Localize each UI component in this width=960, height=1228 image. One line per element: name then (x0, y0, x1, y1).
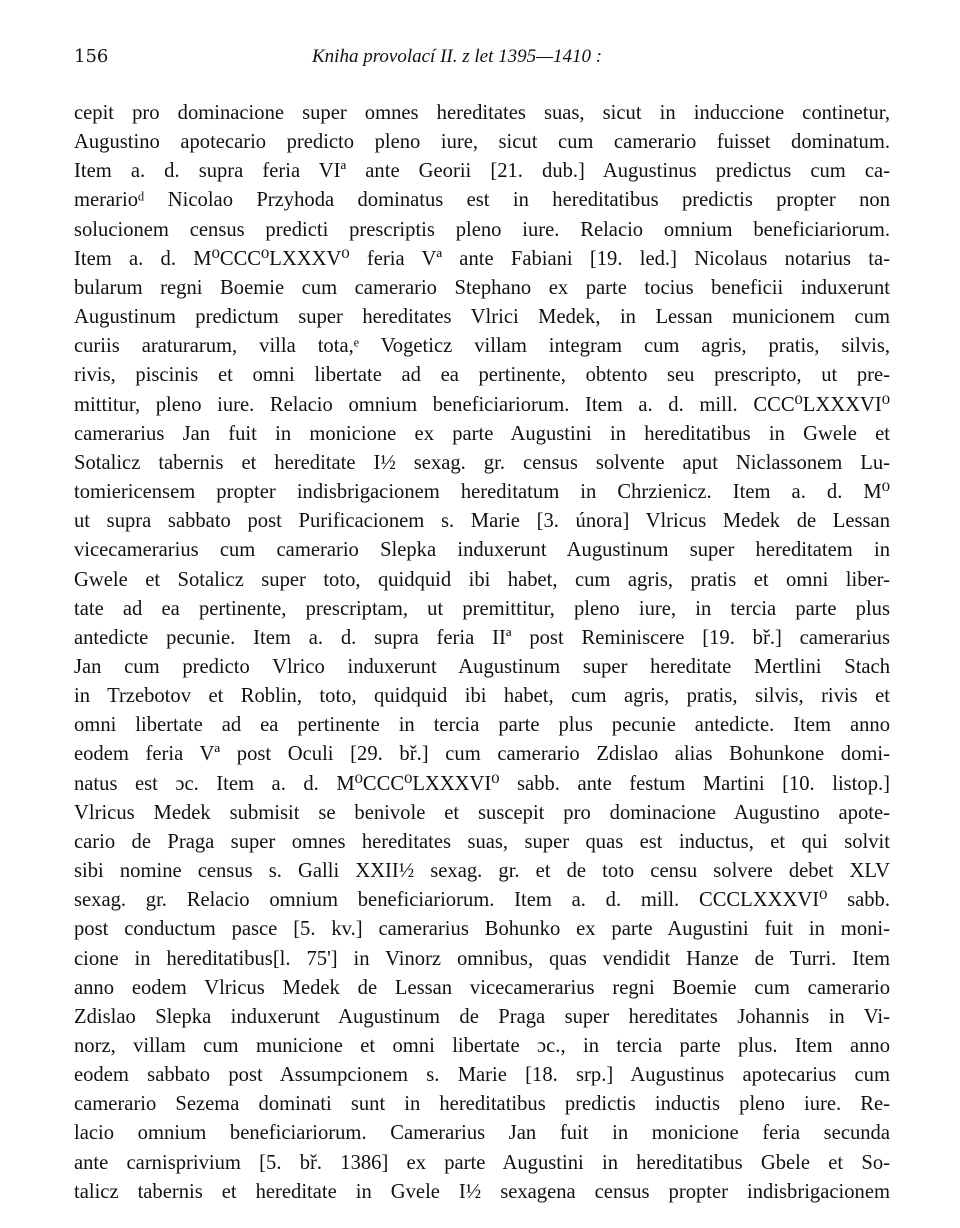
text-line: ut supra sabbato post Purificacionem s. Marie [3. února] Vlricus Medek de Lessan (74, 510, 890, 533)
text-line: sexag. gr. Relacio omnium beneficiariorum. Item a. d. mill. CCCLXXXVI⁰ sabb. (74, 889, 890, 912)
text-line: natus est ɔc. Item a. d. M⁰CCC⁰LXXXVI⁰ sabb. ante festum Martini [10. listop.] (74, 772, 890, 795)
text-line: Zdislao Slepka induxerunt Augustinum de Praga super hereditates Johannis in Vi- (74, 1005, 890, 1028)
text-line: tate ad ea pertinente, prescriptam, ut premittitur, pleno iure, in tercia parte plus (74, 597, 890, 620)
text-line: eodem sabbato post Assumpcionem s. Marie [18. srp.] Augustinus apotecarius cum (74, 1064, 890, 1087)
text-line: Vlricus Medek submisit se benivole et suscepit pro dominacione Augustino apote- (74, 801, 890, 824)
text-line: Jan cum predicto Vlrico induxerunt Augustinum super hereditate Mertlini Stach (74, 655, 890, 678)
text-line: solucionem census predicti prescriptis pleno iure. Relacio omnium beneficiariorum. (74, 218, 890, 241)
text-line: talicz tabernis et hereditate in Gvele I½ sexagena census propter indisbrigacionem (74, 1180, 890, 1203)
text-line: eodem feria Vª post Oculi [29. bř.] cum camerario Zdislao alias Bohunkone domi- (74, 743, 890, 766)
text-line: Augustino apotecario predicto pleno iure, sicut cum camerario fuisset dominatum. (74, 131, 890, 154)
text-line: Augustinum predictum super hereditates Vlrici Medek, in Lessan municionem cum (74, 306, 890, 329)
text-line: merarioᵈ Nicolao Przyhoda dominatus est in hereditatibus predictis propter non (74, 189, 890, 212)
text-line: bularum regni Boemie cum camerario Stephano ex parte tocius beneficii induxerunt (74, 276, 890, 299)
text-line: cepit pro dominacione super omnes hereditates suas, sicut in induccione continetur, (74, 102, 890, 124)
text-line: in Trzebotov et Roblin, toto, quidquid ibi habet, cum agris, pratis, silvis, rivis et (74, 685, 890, 708)
text-line: curiis araturarum, villa tota,ᵉ Vogeticz villam integram cum agris, pratis, silvis, (74, 335, 890, 358)
text-line: Item a. d. supra feria VIª ante Georii [21. dub.] Augustinus predictus cum ca- (74, 160, 890, 183)
text-line: camerarius Jan fuit in monicione ex parte Augustini in hereditatibus in Gwele et (74, 422, 890, 445)
text-line: norz, villam cum municione et omni libertate ɔc., in tercia parte plus. Item anno (74, 1035, 890, 1057)
page-header (74, 42, 890, 76)
text-line: camerario Sezema dominati sunt in hereditatibus predictis inductis pleno iure. Re- (74, 1093, 890, 1116)
document-page (74, 42, 890, 1207)
text-line: omni libertate ad ea pertinente in tercia parte plus pecunie antedicte. Item anno (74, 714, 890, 737)
text-line: Item a. d. M⁰CCC⁰LXXXV⁰ feria Vª ante Fabiani [19. led.] Nicolaus notarius ta- (74, 247, 890, 270)
page-number: 156 (74, 46, 109, 67)
text-line: anno eodem Vlricus Medek de Lessan vicecamerarius regni Boemie cum camerario (74, 976, 890, 999)
text-line: sibi nomine census s. Galli XXII½ sexag. gr. et de toto censu solvere debet XLV (74, 860, 890, 883)
text-line: cione in hereditatibus[l. 75'] in Vinorz omnibus, quas vendidit Hanze de Turri. Item (74, 947, 890, 970)
text-line: vicecamerarius cum camerario Slepka induxerunt Augustinum super hereditatem in (74, 539, 890, 562)
text-line: cario de Praga super omnes hereditates suas, super quas est inductus, et qui solvit (74, 830, 890, 853)
text-line: lacio omnium beneficiariorum. Camerarius Jan fuit in monicione feria secunda (74, 1122, 890, 1145)
text-line: Gwele et Sotalicz super toto, quidquid ibi habet, cum agris, pratis et omni liber- (74, 568, 890, 591)
text-line: rivis, piscinis et omni libertate ad ea pertinente, obtento seu prescripto, ut pre- (74, 364, 890, 387)
text-line: Sotalicz tabernis et hereditate I½ sexag. gr. census solvente aput Niclassonem Lu- (74, 451, 890, 474)
text-line: ante carnisprivium [5. bř. 1386] ex parte Augustini in hereditatibus Gbele et So- (74, 1151, 890, 1174)
text-line: mittitur, pleno iure. Relacio omnium beneficiariorum. Item a. d. mill. CCC⁰LXXXVI⁰ (74, 393, 890, 416)
text-line: tomiericensem propter indisbrigacionem hereditatum in Chrzienicz. Item a. d. M⁰ (74, 481, 890, 504)
text-line: antedicte pecunie. Item a. d. supra feria IIª post Reminiscere [19. bř.] camerarius (74, 626, 890, 649)
running-title: Kniha provolací II. z let 1395—1410 : (312, 46, 603, 67)
text-line: post conductum pasce [5. kv.] camerarius Bohunko ex parte Augustini fuit in moni- (74, 918, 890, 941)
body-text (74, 99, 890, 1207)
